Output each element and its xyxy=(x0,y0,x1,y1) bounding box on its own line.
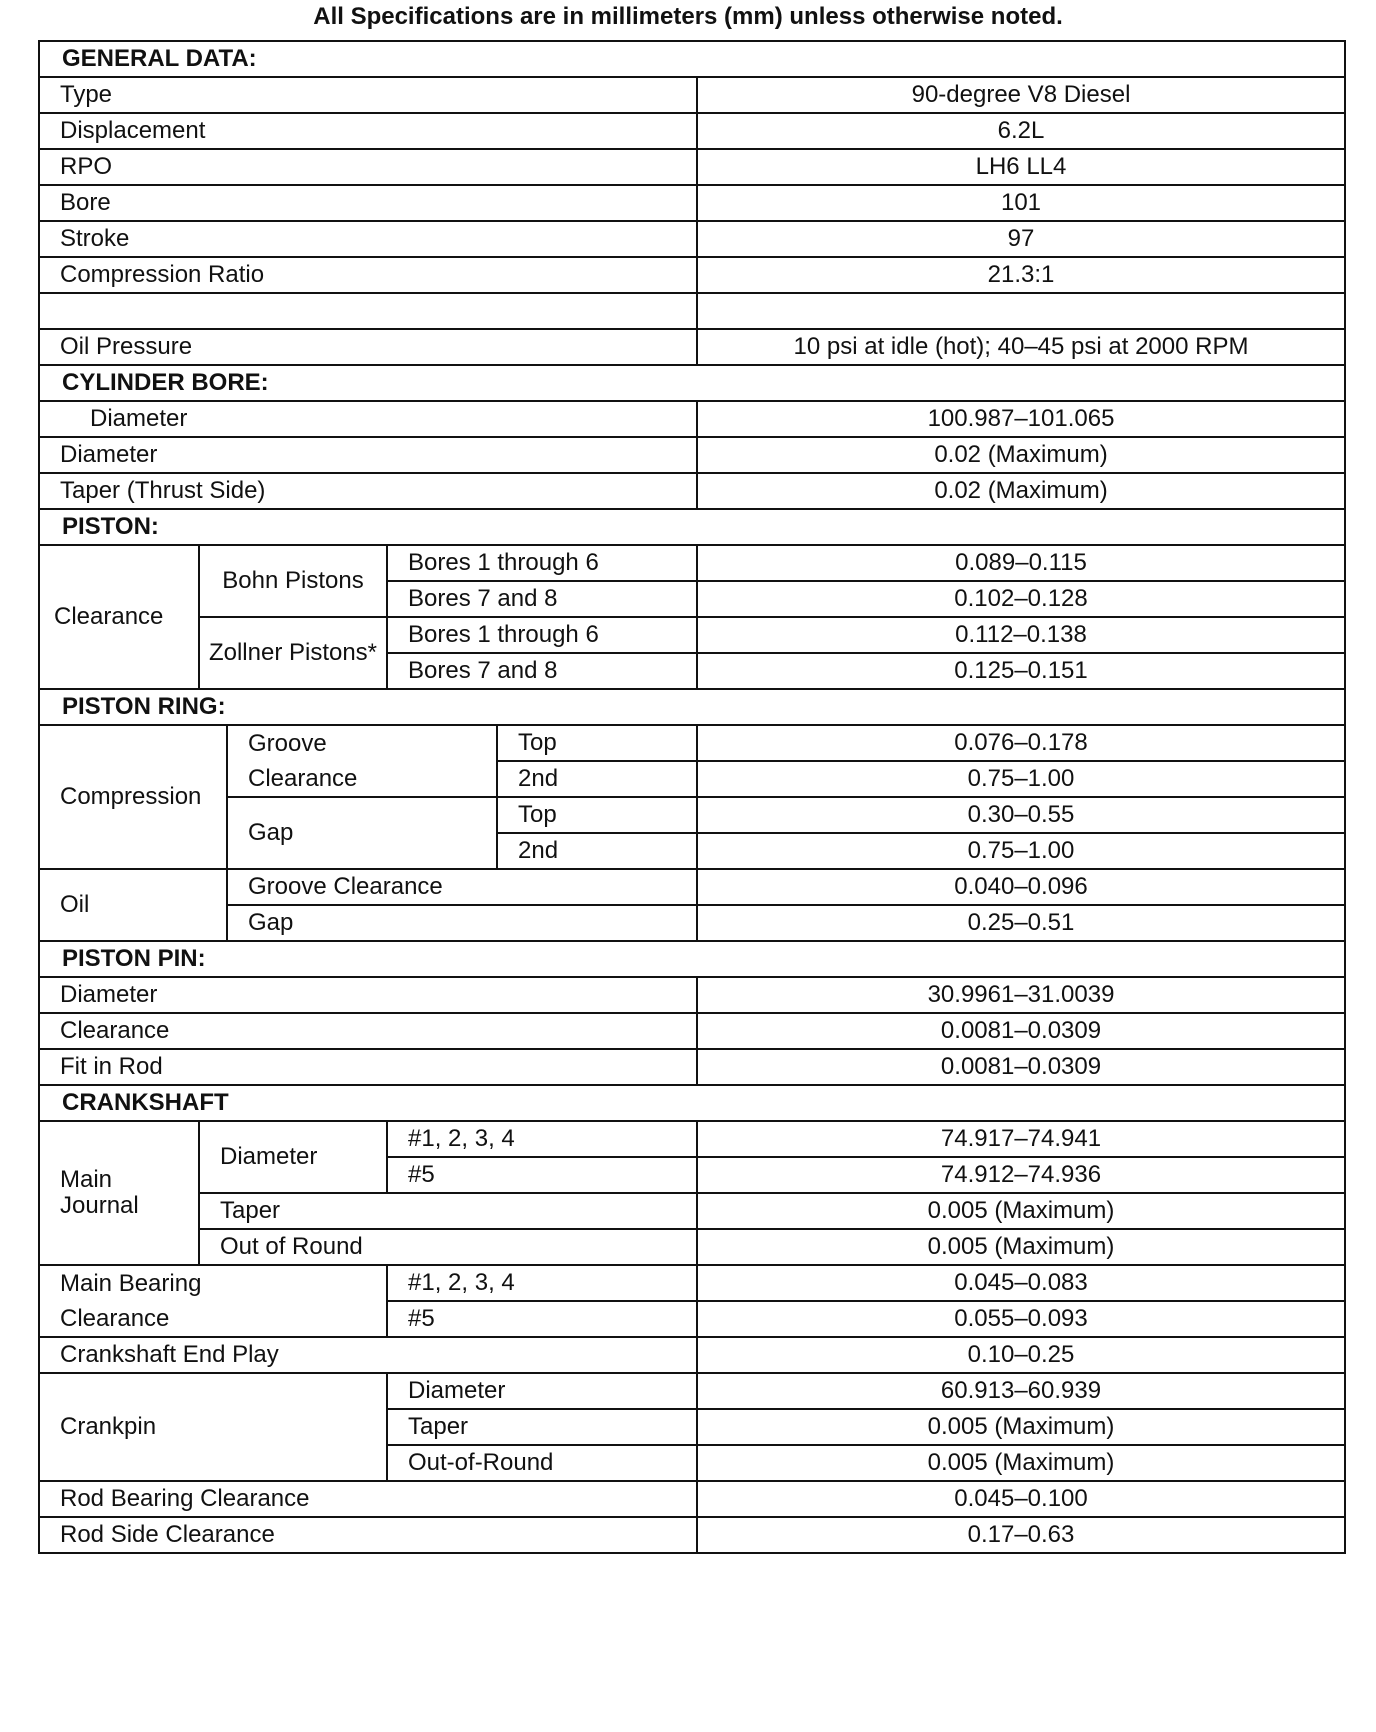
main-text: Main xyxy=(60,1166,113,1193)
spec-value: 0.75–1.00 xyxy=(697,833,1345,869)
spec-value: 0.112–0.138 xyxy=(697,617,1345,653)
table-row xyxy=(39,1265,1345,1301)
spec-value: 0.02 (Maximum) xyxy=(697,437,1345,473)
compression-label: Compression xyxy=(39,725,227,869)
table-row xyxy=(39,977,1345,1013)
journal-diameter-label: Diameter xyxy=(199,1121,387,1193)
spec-label: Clearance xyxy=(39,1013,697,1049)
table-row xyxy=(39,113,1345,149)
section-crankshaft xyxy=(39,1085,1345,1121)
piston-clearance-label: Clearance xyxy=(39,545,199,689)
spec-label: Bores 1 through 6 xyxy=(387,545,697,581)
spec-value: 30.9961–31.0039 xyxy=(697,977,1345,1013)
spec-value: 0.102–0.128 xyxy=(697,581,1345,617)
spec-label: Taper xyxy=(387,1409,697,1445)
spec-value: 100.987–101.065 xyxy=(697,401,1345,437)
section-piston-pin xyxy=(39,941,1345,977)
spec-value: 0.005 (Maximum) xyxy=(697,1229,1345,1265)
table-row xyxy=(39,797,1345,833)
section-piston xyxy=(39,509,1345,545)
table-row xyxy=(39,1301,1345,1337)
bearing-clearance-label: Clearance xyxy=(39,1301,387,1337)
spec-label: Out-of-Round xyxy=(387,1445,697,1481)
spec-label: Crankshaft End Play xyxy=(39,1337,697,1373)
section-title: CRANKSHAFT xyxy=(39,1085,1345,1121)
spec-label: Fit in Rod xyxy=(39,1049,697,1085)
spec-value: 60.913–60.939 xyxy=(697,1373,1345,1409)
table-row xyxy=(39,221,1345,257)
table-row xyxy=(39,149,1345,185)
spec-value: 0.045–0.083 xyxy=(697,1265,1345,1301)
spec-value: 0.02 (Maximum) xyxy=(697,473,1345,509)
spec-value: 0.75–1.00 xyxy=(697,761,1345,797)
spec-label: Stroke xyxy=(39,221,697,257)
table-row xyxy=(39,77,1345,113)
spec-value: 0.17–0.63 xyxy=(697,1517,1345,1553)
section-title: PISTON RING: xyxy=(39,689,1345,725)
section-general-data xyxy=(39,41,1345,77)
zollner-pistons-label: Zollner Pistons* xyxy=(199,617,387,689)
spec-value: 0.005 (Maximum) xyxy=(697,1445,1345,1481)
main-label xyxy=(39,1121,199,1265)
table-row xyxy=(39,1049,1345,1085)
spec-label: Bores 1 through 6 xyxy=(387,617,697,653)
section-title: GENERAL DATA: xyxy=(39,41,1345,77)
section-title: CYLINDER BORE: xyxy=(39,365,1345,401)
table-row xyxy=(39,185,1345,221)
spec-label: Displacement xyxy=(39,113,697,149)
spec-label: Bores 7 and 8 xyxy=(387,581,697,617)
section-title: PISTON: xyxy=(39,509,1345,545)
spec-label: Compression Ratio xyxy=(39,257,697,293)
table-row xyxy=(39,1373,1345,1409)
clearance-label: Clearance xyxy=(227,761,497,797)
table-row xyxy=(39,761,1345,797)
table-row xyxy=(39,617,1345,653)
table-row xyxy=(39,1517,1345,1553)
crankpin-label: Crankpin xyxy=(39,1373,387,1481)
spec-value: 74.912–74.936 xyxy=(697,1157,1345,1193)
table-row xyxy=(39,725,1345,761)
spec-label: Diameter xyxy=(39,437,697,473)
spec-label: Rod Bearing Clearance xyxy=(39,1481,697,1517)
spec-value: 0.10–0.25 xyxy=(697,1337,1345,1373)
spec-value: 0.076–0.178 xyxy=(697,725,1345,761)
spec-label: Groove Clearance xyxy=(227,869,697,905)
spec-value: 0.30–0.55 xyxy=(697,797,1345,833)
spec-label: #1, 2, 3, 4 xyxy=(387,1265,697,1301)
spec-label: Type xyxy=(39,77,697,113)
main-bearing-label: Main Bearing xyxy=(39,1265,387,1301)
spec-label: 2nd xyxy=(497,761,697,797)
spec-value: 0.125–0.151 xyxy=(697,653,1345,689)
table-row xyxy=(39,1229,1345,1265)
table-row-empty xyxy=(39,293,1345,329)
spec-value: 0.089–0.115 xyxy=(697,545,1345,581)
table-row xyxy=(39,257,1345,293)
oil-label: Oil xyxy=(39,869,227,941)
spec-label: Top xyxy=(497,725,697,761)
spec-label: Taper xyxy=(199,1193,697,1229)
spec-label: Bores 7 and 8 xyxy=(387,653,697,689)
spec-value: 0.0081–0.0309 xyxy=(697,1049,1345,1085)
spec-label: Rod Side Clearance xyxy=(39,1517,697,1553)
spec-label: #1, 2, 3, 4 xyxy=(387,1121,697,1157)
spec-value: 90-degree V8 Diesel xyxy=(697,77,1345,113)
table-row xyxy=(39,1013,1345,1049)
specifications-table xyxy=(38,40,1346,1554)
section-title: PISTON PIN: xyxy=(39,941,1345,977)
spec-label: #5 xyxy=(387,1157,697,1193)
spec-value: 74.917–74.941 xyxy=(697,1121,1345,1157)
spec-value: 0.055–0.093 xyxy=(697,1301,1345,1337)
spec-value: 97 xyxy=(697,221,1345,257)
spec-label: Gap xyxy=(227,905,697,941)
spec-label xyxy=(39,293,697,329)
spec-value: 0.040–0.096 xyxy=(697,869,1345,905)
spec-value: 6.2L xyxy=(697,113,1345,149)
spec-value: 0.25–0.51 xyxy=(697,905,1345,941)
table-row xyxy=(39,437,1345,473)
spec-value: 21.3:1 xyxy=(697,257,1345,293)
table-row xyxy=(39,1193,1345,1229)
journal-text: Journal xyxy=(60,1192,139,1219)
table-row xyxy=(39,545,1345,581)
table-row xyxy=(39,329,1345,365)
spec-label: Bore xyxy=(39,185,697,221)
table-row xyxy=(39,1481,1345,1517)
spec-value: 10 psi at idle (hot); 40–45 psi at 2000 RPM xyxy=(697,329,1345,365)
table-row xyxy=(39,1337,1345,1373)
table-row xyxy=(39,473,1345,509)
spec-value: 0.045–0.100 xyxy=(697,1481,1345,1517)
spec-label: #5 xyxy=(387,1301,697,1337)
table-row xyxy=(39,1121,1345,1157)
spec-label: Top xyxy=(497,797,697,833)
section-piston-ring xyxy=(39,689,1345,725)
spec-value xyxy=(697,293,1345,329)
spec-label: Diameter xyxy=(39,977,697,1013)
table-row xyxy=(39,869,1345,905)
spec-value: 0.0081–0.0309 xyxy=(697,1013,1345,1049)
table-row xyxy=(39,401,1345,437)
spec-value: 101 xyxy=(697,185,1345,221)
spec-value: 0.005 (Maximum) xyxy=(697,1193,1345,1229)
spec-label: RPO xyxy=(39,149,697,185)
table-row xyxy=(39,905,1345,941)
spec-label: Oil Pressure xyxy=(39,329,697,365)
spec-label: Diameter xyxy=(39,401,697,437)
spec-label: Out of Round xyxy=(199,1229,697,1265)
page-caption: All Specifications are in millimeters (mm) unless otherwise noted. xyxy=(313,3,1063,30)
bohn-pistons-label: Bohn Pistons xyxy=(199,545,387,617)
spec-value: 0.005 (Maximum) xyxy=(697,1409,1345,1445)
spec-value: LH6 LL4 xyxy=(697,149,1345,185)
groove-label: Groove xyxy=(227,725,497,761)
spec-label: 2nd xyxy=(497,833,697,869)
spec-label: Diameter xyxy=(387,1373,697,1409)
gap-label: Gap xyxy=(227,797,497,869)
spec-label: Taper (Thrust Side) xyxy=(39,473,697,509)
section-cylinder-bore xyxy=(39,365,1345,401)
